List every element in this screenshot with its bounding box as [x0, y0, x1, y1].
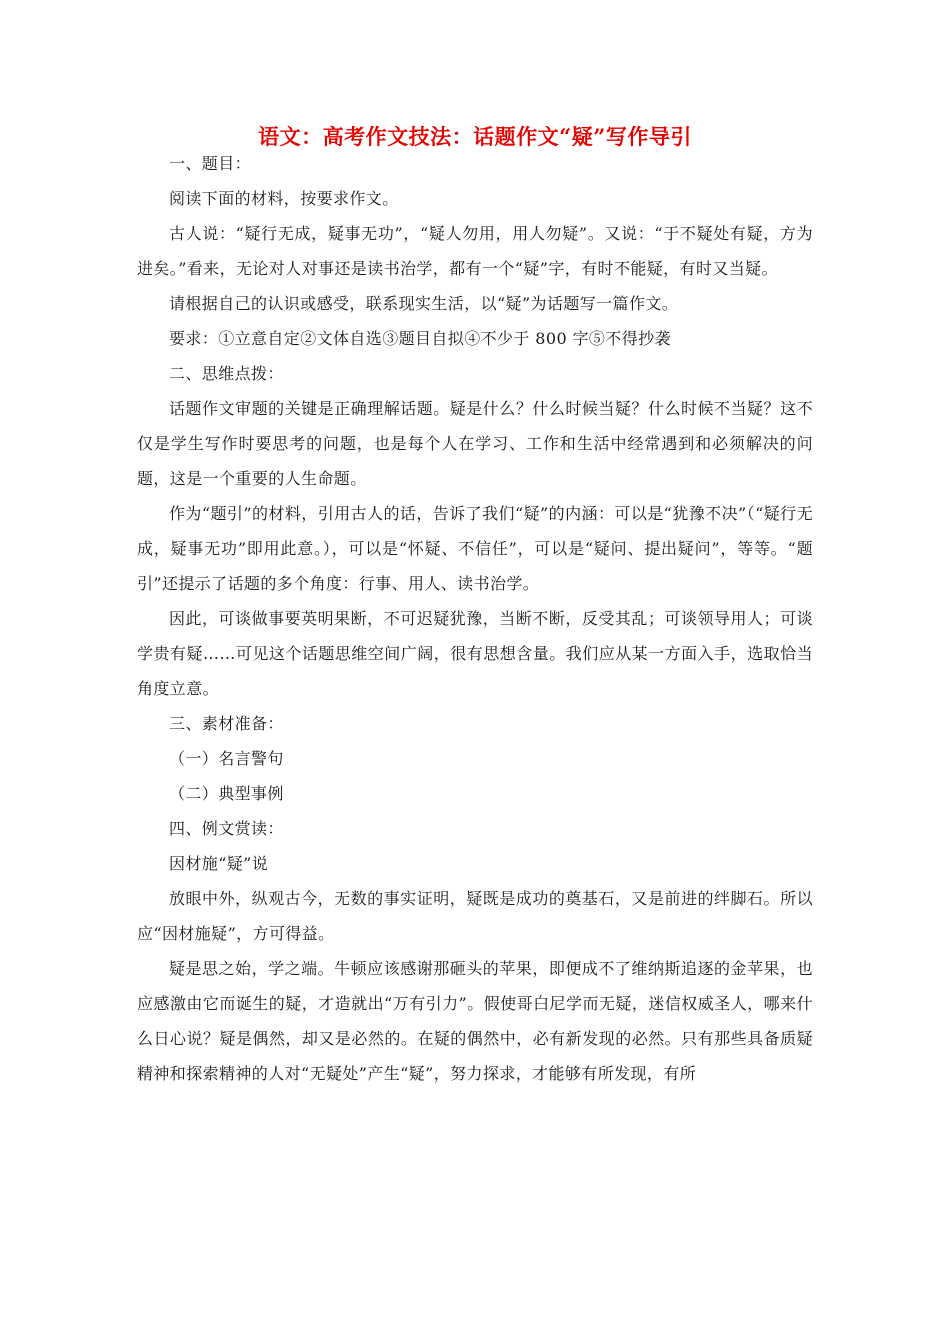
paragraph-thinking-2: 作为“题引”的材料，引用古人的话，告诉了我们“疑”的内涵：可以是“犹豫不决”（“疑行无成，疑事无功”即用此意。），可以是“怀疑、不信任”，可以是“疑问、提出疑问”，等等。“题引”还提示了话题的多个角度：行事、用人、读书治学。: [137, 504, 813, 593]
section-heading-thinking: 二、思维点拨：: [169, 364, 284, 383]
essay-title: 因材施“疑”说: [169, 854, 269, 873]
paragraph-material: 古人说：“疑行无成，疑事无功”，“疑人勿用，用人勿疑”。又说：“于不疑处有疑，方为进矣。”看来，无论对人对事还是读书治学，都有一个“疑”字，有时不能疑，有时又当疑。: [137, 224, 813, 278]
subheading-examples: （二）典型事例: [169, 784, 284, 803]
section-heading-topic: 一、题目：: [169, 154, 252, 173]
essay-paragraph-1: 放眼中外，纵观古今，无数的事实证明，疑既是成功的奠基石，又是前进的绊脚石。所以应“因材施疑”，方可得益。: [137, 889, 813, 943]
paragraph-instruction: 阅读下面的材料，按要求作文。: [169, 189, 399, 208]
paragraph-requirements: 要求：①立意自定②文体自选③题目自拟④不少于 800 字⑤不得抄袭: [169, 329, 671, 348]
section-heading-sample-essay: 四、例文赏读：: [169, 819, 284, 838]
section-heading-materials: 三、素材准备：: [169, 714, 284, 733]
subheading-quotes: （一）名言警句: [169, 749, 284, 768]
paragraph-thinking-3: 因此，可谈做事要英明果断，不可迟疑犹豫，当断不断，反受其乱；可谈领导用人；可谈学贵有疑……可见这个话题思维空间广阔，很有思想含量。我们应从某一方面入手，选取恰当角度立意。: [137, 609, 813, 698]
paragraph-task: 请根据自己的认识或感受，联系现实生活，以“疑”为话题写一篇作文。: [169, 294, 679, 313]
paragraph-thinking-1: 话题作文审题的关键是正确理解话题。疑是什么？什么时候当疑？什么时候不当疑？这不仅是学生写作时要思考的问题，也是每个人在学习、工作和生活中经常遇到和必须解决的问题，这是一个重要的人生命题。: [137, 399, 813, 488]
essay-paragraph-2: 疑是思之始，学之端。牛顿应该感谢那砸头的苹果，即便成不了维纳斯追逐的金苹果，也应感激由它而诞生的疑，才造就出“万有引力”。假使哥白尼学而无疑，迷信权威圣人，哪来什么日心说？疑是偶然，却又是必然的。在疑的偶然中，必有新发现的必然。只有那些具备质疑精神和探索精神的人对“无疑处”产生“疑”，努力探求，才能够有所发现，有所: [137, 959, 813, 1083]
document-title: 语文：高考作文技法：话题作文“疑”写作导引: [258, 124, 692, 149]
document-body: [137, 146, 813, 1091]
